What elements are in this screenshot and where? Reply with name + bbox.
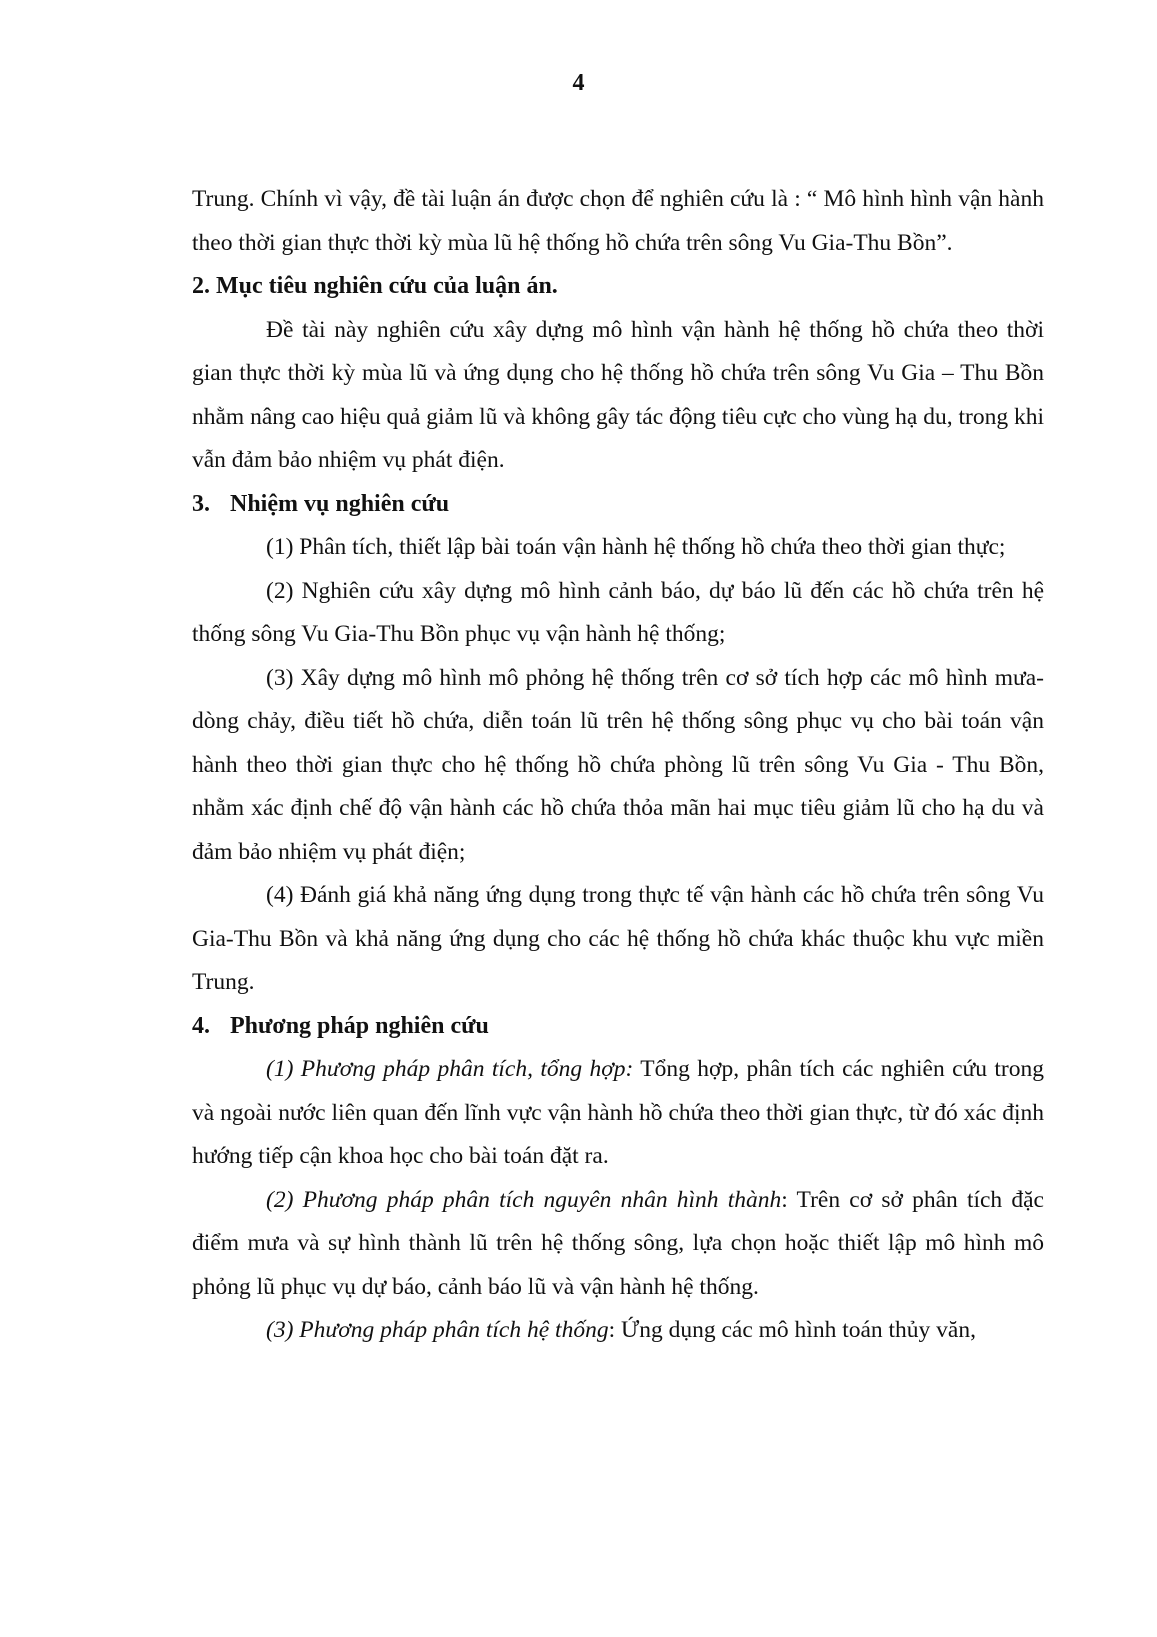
section-4-number: 4. xyxy=(192,1012,210,1039)
method-item-1 xyxy=(192,1048,1044,1179)
method-1-text: Tổng hợp, phân tích các nghiên cứu trong và ngoài nước liên quan đến lĩnh vực vận hành hồ chứa theo thời gian thực, từ đó xác định hướng tiếp cận khoa học cho bài toán đặt ra. xyxy=(192,1056,1044,1169)
section-3-title: Nhiệm vụ nghiên cứu xyxy=(230,490,450,517)
section-3-number: 3. xyxy=(192,490,210,517)
section-2-paragraph: Đề tài này nghiên cứu xây dựng mô hình vận hành hệ thống hồ chứa theo thời gian thực thời kỳ mùa lũ và ứng dụng cho hệ thống hồ chứa trên sông Vu Gia – Thu Bồn nhằm nâng cao hiệu quả giảm lũ và không gây tác động tiêu cực cho vùng hạ du, trong khi vẫn đảm bảo nhiệm vụ phát điện. xyxy=(192,316,1044,473)
section-4-heading xyxy=(192,1005,1044,1049)
document-body xyxy=(192,178,1044,1353)
section-4-title: Phương pháp nghiên cứu xyxy=(230,1012,489,1039)
method-2-label: (2) Phương pháp phân tích nguyên nhân hình thành xyxy=(266,1186,782,1213)
task-item-3: (3) Xây dựng mô hình mô phỏng hệ thống trên cơ sở tích hợp các mô hình mưa-dòng chảy, điều tiết hồ chứa, diễn toán lũ trên hệ thống sông phục vụ cho bài toán vận hành theo thời gian thực cho hệ thống hồ chứa phòng lũ trên sông Vu Gia - Thu Bồn, nhằm xác định chế độ vận hành các hồ chứa thỏa mãn hai mục tiêu giảm lũ cho hạ du và đảm bảo nhiệm vụ phát điện; xyxy=(192,664,1044,865)
page-number: 4 xyxy=(572,70,585,96)
task-item-1: (1) Phân tích, thiết lập bài toán vận hành hệ thống hồ chứa theo thời gian thực; xyxy=(266,534,1006,560)
section-3-heading xyxy=(192,483,1044,527)
task-item-4: (4) Đánh giá khả năng ứng dụng trong thực tế vận hành các hồ chứa trên sông Vu Gia-Thu Bồn và khả năng ứng dụng cho các hệ thống hồ chứa khác thuộc khu vực miền Trung. xyxy=(192,882,1044,995)
method-3-label: (3) Phương pháp phân tích hệ thống xyxy=(266,1317,609,1343)
task-item-2: (2) Nghiên cứu xây dựng mô hình cảnh báo, dự báo lũ đến các hồ chứa trên hệ thống sông Vu Gia-Thu Bồn phục vụ vận hành hệ thống; xyxy=(192,577,1044,647)
method-2-text: : Trên cơ sở phân tích đặc điểm mưa và sự hình thành lũ trên hệ thống sông, lựa chọn hoặc thiết lập mô hình mô phỏng lũ phục vụ dự báo, cảnh báo lũ và vận hành hệ thống. xyxy=(192,1186,1044,1300)
method-1-label: (1) Phương pháp phân tích, tổng hợp: xyxy=(266,1056,634,1082)
method-item-3 xyxy=(192,1309,1044,1353)
method-item-2 xyxy=(192,1179,1044,1310)
method-3-text: : Ứng dụng các mô hình toán thủy văn, xyxy=(608,1317,976,1343)
intro-paragraph: Trung. Chính vì vậy, đề tài luận án được chọn để nghiên cứu là : “ Mô hình hình vận hành theo thời gian thực thời kỳ mùa lũ hệ thống hồ chứa trên sông Vu Gia-Thu Bồn”. xyxy=(192,186,1044,256)
section-2-heading: 2. Mục tiêu nghiên cứu của luận án. xyxy=(192,273,558,299)
